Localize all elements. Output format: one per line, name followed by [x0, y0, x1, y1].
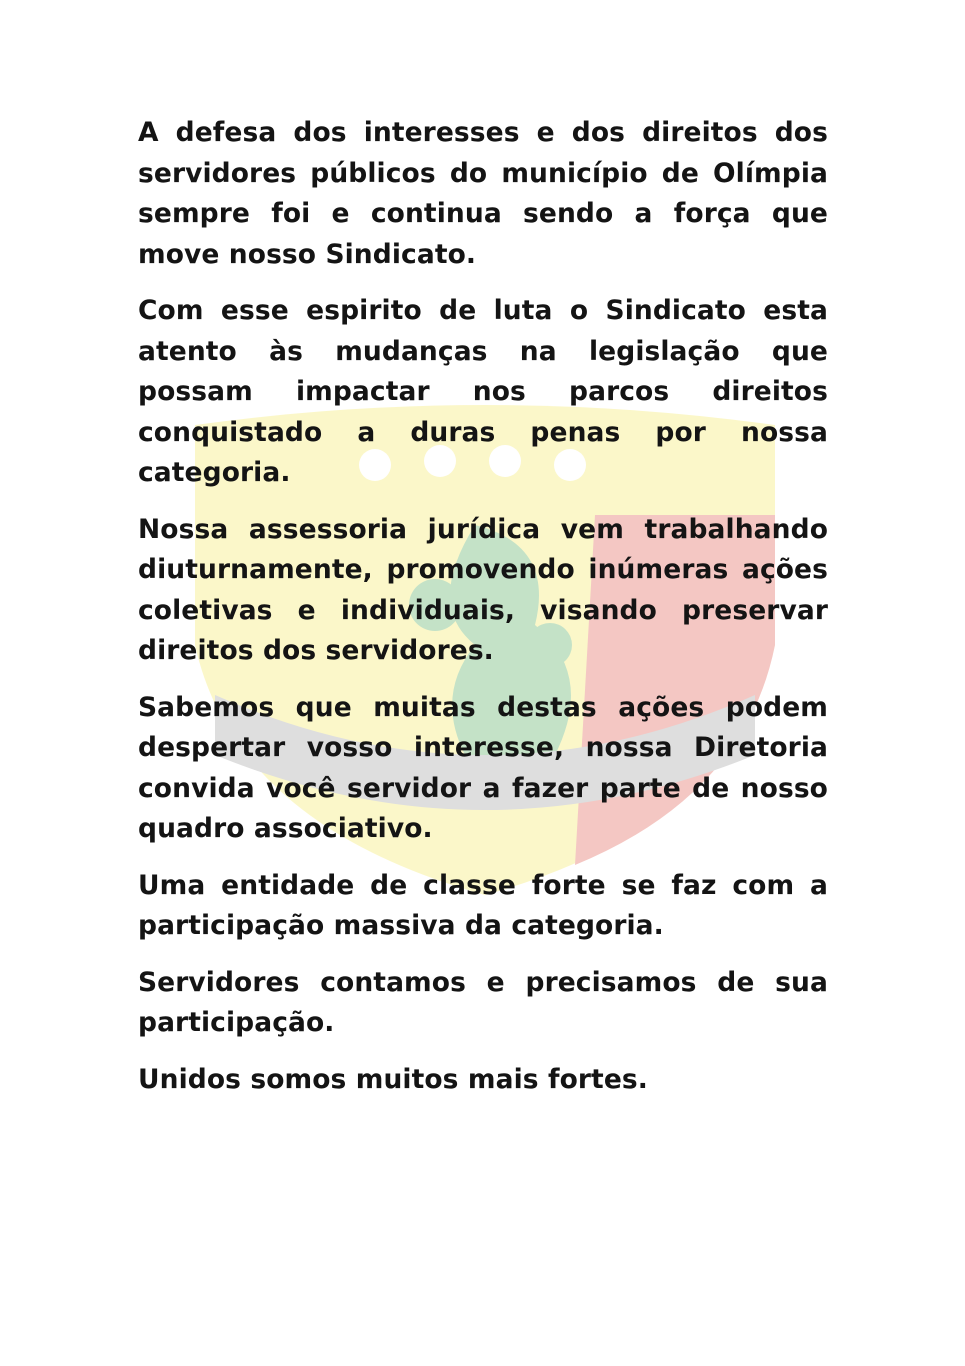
paragraph-2: Com esse espirito de luta o Sindicato esta atento às mudanças na legislação que possam impactar nos parcos direitos conquistado a duras penas por nossa categoria.	[138, 295, 828, 488]
paragraph-4: Sabemos que muitas destas ações podem despertar vosso interesse, nossa Diretoria convida você servidor a fazer parte de nosso quadro associativo.	[138, 691, 828, 844]
body-text	[138, 113, 828, 1116]
paragraph-5: Uma entidade de classe forte se faz com a participação massiva da categoria.	[138, 869, 828, 941]
paragraph-3: Nossa assessoria jurídica vem trabalhando diuturnamente, promovendo inúmeras ações coletivas e individuais, visando preservar direitos dos servidores.	[138, 513, 828, 666]
paragraph-1: A defesa dos interesses e dos direitos dos servidores públicos do município de Olímpia sempre foi e continua sendo a força que move nosso Sindicato.	[138, 117, 828, 270]
paragraph-6: Servidores contamos e precisamos de sua participação.	[138, 966, 828, 1038]
paragraph-7: Unidos somos muitos mais fortes.	[138, 1063, 648, 1095]
